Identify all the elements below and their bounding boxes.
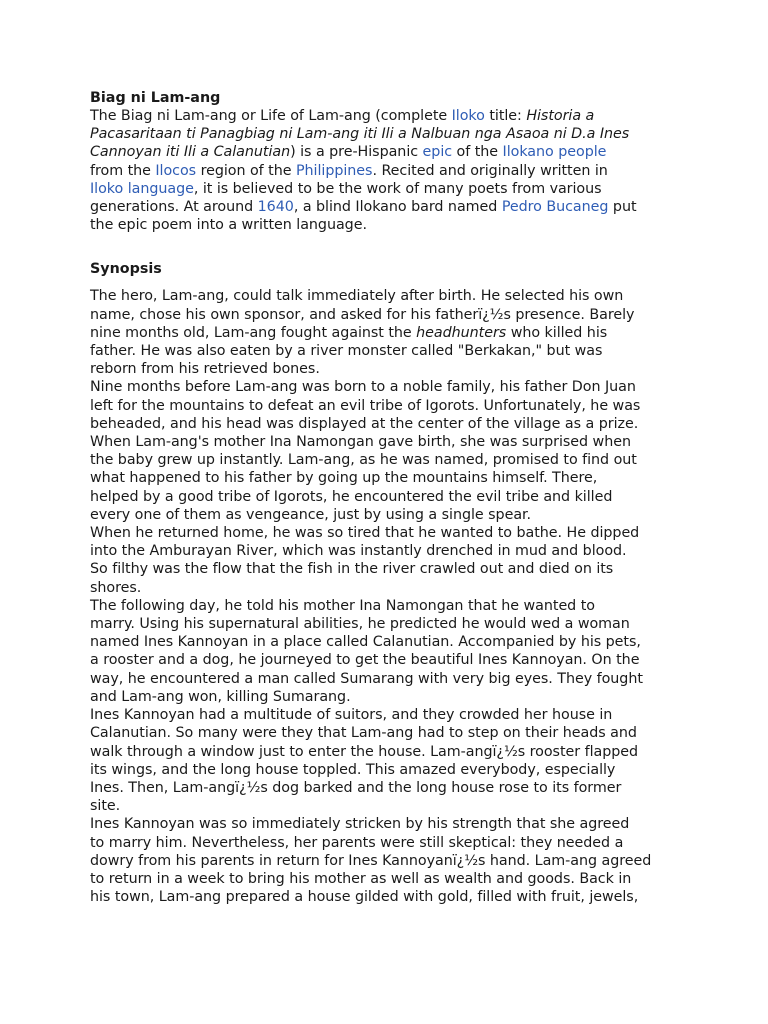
text-run: who killed his [506, 324, 608, 341]
intro-line-1 [90, 107, 690, 125]
intro-text: title: [484, 108, 527, 124]
intro-text: , a blind Ilokano bard named [293, 199, 502, 216]
text-line: what happened to his father by going up the mountains himself. There, [90, 470, 598, 487]
text-line: marry. Using his supernatural abilities, he predicted he would wed a woman [90, 616, 630, 633]
intro-text: , it is believed to be the work of many poets from various [193, 180, 602, 197]
text-line: left for the mountains to defeat an evil tribe of Igorots. Unfortunately, he was [90, 397, 641, 414]
text-run: nine months old, Lam-ang fought against the [90, 324, 417, 341]
synopsis-paragraph [90, 287, 690, 378]
text-line: his town, Lam-ang prepared a house gilded with gold, filled with fruit, jewels, [90, 889, 639, 906]
text-line: When Lam-ang's mother Ina Namongan gave birth, she was surprised when [90, 434, 631, 451]
link-iloko-language[interactable]: Iloko language [90, 180, 194, 197]
text-line: The following day, he told his mother Ina Namongan that he wanted to [90, 597, 595, 614]
intro-text: ) is a pre-Hispanic [290, 144, 423, 161]
text-line: site. [90, 798, 121, 815]
text-line: the baby grew up instantly. Lam-ang, as he was named, promised to find out [90, 452, 637, 469]
intro-text: region of the [196, 162, 296, 179]
synopsis-paragraph [90, 706, 690, 815]
text-line: to return in a week to bring his mother as well as wealth and goods. Back in [90, 870, 632, 887]
text-line: name, chose his own sponsor, and asked for his fatherï¿½s presence. Barely [90, 306, 635, 323]
synopsis-heading: Synopsis [90, 261, 162, 278]
synopsis-paragraph [90, 815, 690, 906]
intro-line-4 [90, 162, 690, 180]
text-line: and Lam-ang won, killing Sumarang. [90, 688, 351, 705]
text-line [90, 324, 690, 342]
text-line: So filthy was the flow that the fish in the river crawled out and died on its [90, 561, 614, 578]
intro-section [90, 107, 690, 234]
text-line: reborn from his retrieved bones. [90, 361, 320, 378]
synopsis-paragraph [90, 597, 690, 706]
italic-term: headhunters [416, 324, 507, 341]
intro-text: of the [452, 144, 503, 161]
text-line: shores. [90, 579, 142, 596]
intro-italic-title: Cannoyan iti Ili a Calanutian [90, 144, 291, 161]
link-epic[interactable]: epic [422, 144, 453, 161]
text-line: The hero, Lam-ang, could talk immediately after birth. He selected his own [90, 288, 624, 305]
text-line: every one of them as vengeance, just by using a single spear. [90, 506, 532, 523]
text-line: Nine months before Lam-ang was born to a noble family, his father Don Juan [90, 379, 636, 396]
intro-line-6 [90, 198, 690, 216]
link-1640[interactable]: 1640 [257, 199, 294, 216]
text-line: Calanutian. So many were they that Lam-ang had to step on their heads and [90, 725, 637, 742]
text-line: When he returned home, he was so tired that he wanted to bathe. He dipped [90, 525, 640, 542]
synopsis-paragraph [90, 524, 690, 597]
intro-paragraph [90, 107, 690, 234]
text-line: into the Amburayan River, which was instantly drenched in mud and blood. [90, 543, 627, 560]
text-line: a rooster and a dog, he journeyed to get the beautiful Ines Kannoyan. On the [90, 652, 640, 669]
synopsis-paragraph [90, 378, 690, 524]
text-line: its wings, and the long house toppled. This amazed everybody, especially [90, 761, 616, 778]
intro-text: . Recited and originally written in [372, 162, 608, 179]
text-line: helped by a good tribe of Igorots, he encountered the evil tribe and killed [90, 488, 613, 505]
text-line: way, he encountered a man called Sumarang with very big eyes. They fought [90, 670, 643, 687]
text-line: named Ines Kannoyan in a place called Calanutian. Accompanied by his pets, [90, 634, 641, 651]
intro-line-5 [90, 180, 690, 198]
intro-line-2 [90, 125, 690, 143]
link-pedro-bucaneg[interactable]: Pedro Bucaneg [501, 199, 609, 216]
text-line: father. He was also eaten by a river monster called "Berkakan," but was [90, 343, 603, 360]
intro-text: The Biag ni Lam-ang or Life of Lam-ang (complete [90, 108, 452, 124]
text-line: to marry him. Nevertheless, her parents were still skeptical: they needed a [90, 834, 624, 851]
text-line: Ines. Then, Lam-angï¿½s dog barked and the long house rose to its former [90, 779, 622, 796]
intro-line-3 [90, 143, 690, 161]
document-title: Biag ni Lam-ang [90, 90, 221, 106]
text-line: Ines Kannoyan was so immediately stricken by his strength that she agreed [90, 816, 630, 833]
intro-text: from the [90, 162, 156, 179]
document-page [90, 89, 690, 906]
text-line: dowry from his parents in return for Ines Kannoyanï¿½s hand. Lam-ang agreed [90, 852, 652, 869]
link-philippines[interactable]: Philippines [295, 162, 373, 179]
intro-text: put [608, 199, 637, 216]
link-ilocos[interactable]: Ilocos [155, 162, 197, 179]
text-line: beheaded, and his head was displayed at the center of the village as a prize. [90, 415, 639, 432]
synopsis-section [90, 287, 690, 906]
text-line: Ines Kannoyan had a multitude of suitors, and they crowded her house in [90, 707, 613, 724]
link-ilokano-people[interactable]: Ilokano people [502, 144, 607, 161]
intro-italic-title: Pacasaritaan ti Panagbiag ni Lam-ang iti Ili a Nalbuan nga Asaoa ni D.a Ines [90, 126, 630, 143]
intro-text: generations. At around [90, 199, 258, 216]
intro-line-7: the epic poem into a written language. [90, 217, 367, 234]
link-iloko[interactable]: Iloko [451, 108, 485, 124]
text-line: walk through a window just to enter the house. Lam-angï¿½s rooster flapped [90, 743, 639, 760]
intro-italic-title: Historia a [526, 108, 595, 124]
